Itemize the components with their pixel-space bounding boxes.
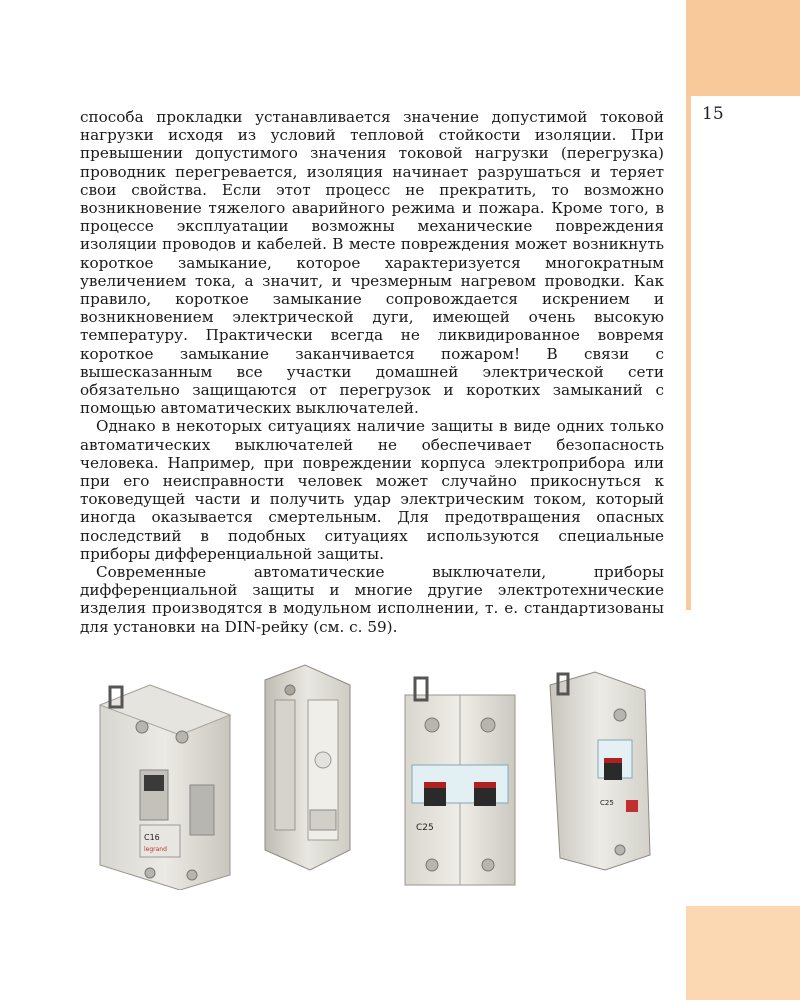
- paragraph-3: Современные автоматические выключатели, приборы дифференциальной защиты и многие другие электротехнические изделия производятся в модульном исполнении, т. е. стандартизованы для установки на DIN-рейку (см. с. 59).: [80, 563, 664, 636]
- page-number: 15: [702, 104, 724, 124]
- side-margin-line: [686, 96, 691, 610]
- body-text: [80, 108, 664, 636]
- breaker-1-label: C16: [144, 833, 160, 842]
- breaker-3-label: C25: [416, 823, 434, 833]
- rcbo-breaker-image: [80, 675, 240, 890]
- single-pole-breaker-image: [540, 670, 660, 875]
- breaker-4-label: C25: [600, 799, 614, 807]
- side-band-top: [686, 0, 800, 96]
- paragraph-2: Однако в некоторых ситуациях наличие защиты в виде одних только автоматических выключателей не обеспечивает безопасность человека. Например, при повреждении корпуса электроприбора или при его неисправности человек может случайно прикоснуться к токоведущей части и получить удар электрическим током, который иногда оказывается смертельным. Для предотвращения опасных последствий в подобных ситуациях используются специальные приборы дифференциальной защиты.: [80, 417, 664, 563]
- circuit-breakers-photo: [70, 660, 680, 900]
- breaker-1-brand: legrand: [144, 846, 167, 853]
- paragraph-1: способа прокладки устанавливается значение допустимой токовой нагрузки исходя из условий тепловой стойкости изоляции. При превышении допустимого значения токовой нагрузки (перегрузка) проводник перегревается, изоляция начинает разрушаться и теряет свои свойства. Если этот процесс не прекратить, то возможно возникновение тяжелого аварийного режима и пожара. Кроме того, в процессе эксплуатации возможны механические повреждения изоляции проводов и кабелей. В месте повреждения может возникнуть короткое замыкание, которое характеризуется многократным увеличением тока, а значит, и чрезмерным нагревом проводки. Как правило, короткое замыкание сопровождается искрением и возникновением электрической дуги, имеющей очень высокую температуру. Практически всегда не ликвидированное вовремя короткое замыкание заканчивается пожаром! В связи с вышесказанным все участки домашней электрической сети обязательно защищаются от перегрузок и коротких замыканий с помощью автоматических выключателей.: [80, 108, 664, 418]
- side-band-bottom: [686, 906, 800, 1000]
- two-pole-breaker-image: [390, 670, 530, 890]
- contactor-module-image: [250, 660, 370, 875]
